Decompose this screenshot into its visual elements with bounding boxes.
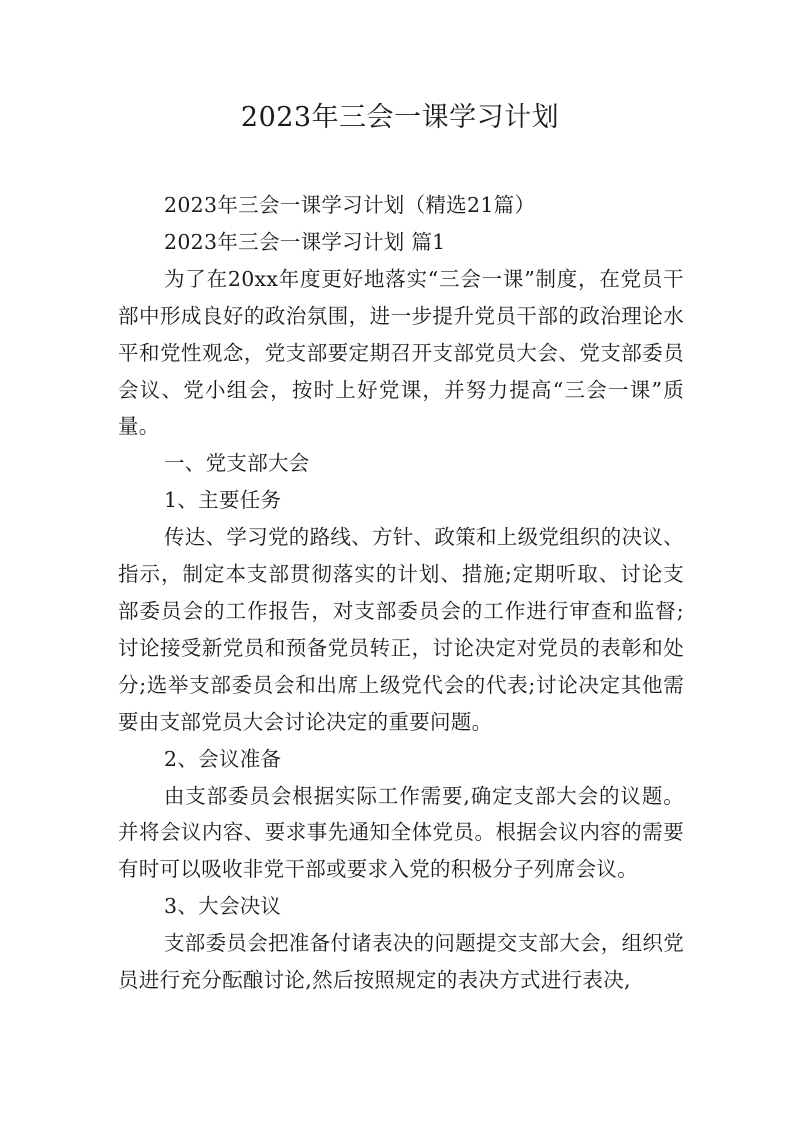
body-paragraph: 由支部委员会根据实际工作需要,确定支部大会的议题。并将会议内容、要求事先通知全体党员。根据会议内容的需要有时可以吸收非党干部或要求入党的积极分子列席会议。 (118, 783, 684, 882)
section-heading: 一、党支部大会 (164, 451, 310, 476)
subsection-heading: 3、大会决议 (164, 894, 282, 919)
document-body (118, 187, 684, 999)
subsection-heading: 2、会议准备 (164, 746, 282, 771)
subtitle-paragraph: 2023年三会一课学习计划（精选21篇） (164, 193, 536, 217)
intro-paragraph: 为了在20xx年度更好地落实“三会一课”制度，在党员干部中形成良好的政治氛围，进一步提升党员干部的政治理论水平和党性观念，党支部要定期召开支部党员大会、党支部委员会议、党小组会，按时上好党课，并努力提高“三会一课”质量。 (118, 266, 684, 439)
body-paragraph: 传达、学习党的路线、方针、政策和上级党组织的决议、指示，制定本支部贯彻落实的计划、措施;定期听取、讨论支部委员会的工作报告，对支部委员会的工作进行审查和监督;讨论接受新党员和预备党员转正，讨论决定对党员的表彰和处分;选举支部委员会和出席上级党代会的代表;讨论决定其他需要由支部党员大会讨论决定的重要问题。 (118, 525, 684, 734)
subsection-heading: 1、主要任务 (164, 488, 282, 513)
body-paragraph: 支部委员会把准备付诸表决的问题提交支部大会，组织党员进行充分酝酿讨论,然后按照规定的表决方式进行表决, (118, 931, 684, 993)
section-heading: 2023年三会一课学习计划 篇1 (164, 229, 446, 254)
document-title: 2023年三会一课学习计划 (240, 102, 560, 133)
